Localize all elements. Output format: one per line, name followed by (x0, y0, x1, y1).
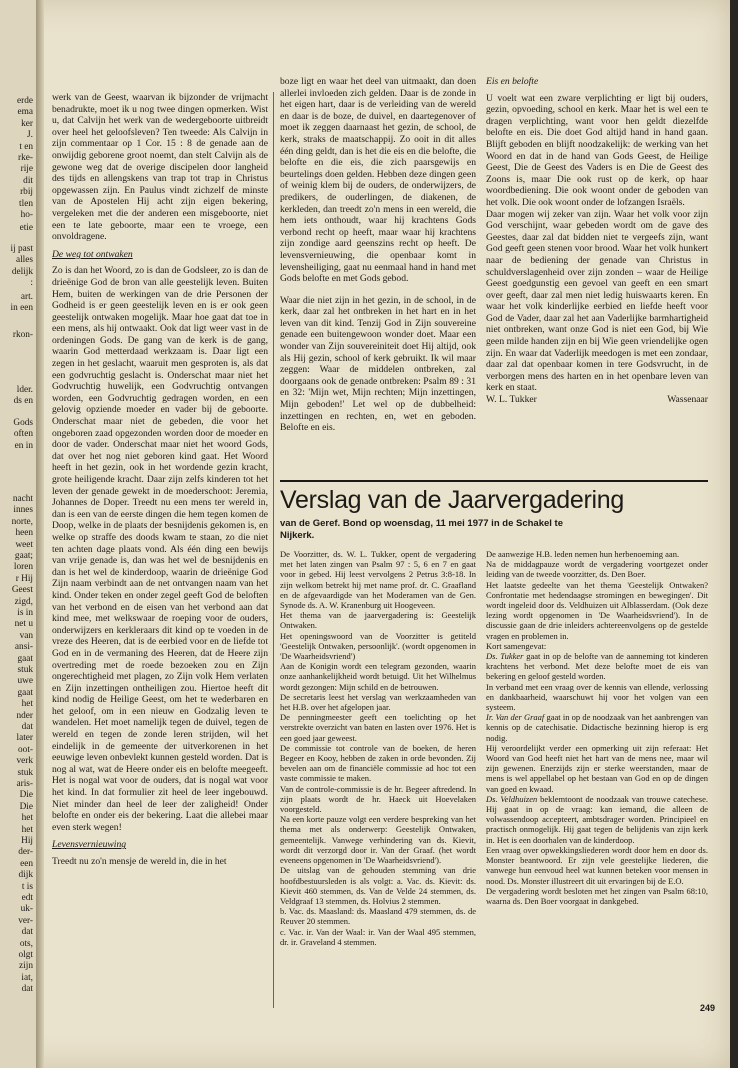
report-paragraph (486, 712, 708, 743)
report-text: Een vraag over opwekkingsliederen wordt door hem en door ds. Monster beantwoord. Er zijn vele geestelijke liederen, die vanwege hun eenvoud heel wat kunnen beteken voor mensen in nood. Ds. Monster illustreert dit uit ervaringen bij de E.O. (486, 844, 708, 886)
report-paragraph (486, 794, 708, 845)
signature-place: Wassenaar (667, 394, 708, 406)
margin-fragment: heen (15, 528, 33, 539)
report-text: De aanwezige H.B. leden nemen hun herbenoeming aan. (486, 549, 680, 559)
margin-fragment: rke- (18, 153, 33, 163)
report-text: In verband met een vraag over de kennis van ellende, verlossing en dankbaarheid, waarschuwt hij voor het volgen van een systeem. (486, 681, 708, 713)
margin-fragment: olgt (18, 950, 33, 960)
column-divider-1 (273, 92, 274, 1008)
margin-fragment: tlen (19, 198, 33, 209)
report-paragraph: Aan de Konigin wordt een telegram gezonden, waarin onze aanhankelijkheid wordt betuigd. Uit het Wilhelmus wordt gezongen: Mijn schild en de betrouwen. (280, 661, 476, 692)
report-paragraph: Het thema van de jaarvergadering is: Geestelijk Ontwaken. (280, 610, 476, 631)
margin-fragment: is in (17, 608, 33, 618)
report-title: Verslag van de Jaarvergadering (280, 486, 625, 514)
report-paragraph (486, 559, 708, 579)
margin-fragment: het (21, 813, 33, 824)
page-number: 249 (700, 1003, 716, 1013)
margin-fragment: delijk (11, 266, 33, 277)
report-text: Hij veroordelijkt verder een opmerking uit zijn referaat: Het Woord van God heeft niet het hart van de mens nee, maar wil zijn gewenen. Enerzijds zijn er sterke weerstanden, maar de mens is wel appellabel op het bestaan van God en op de dingen van goed en kwaad. (486, 742, 708, 794)
col1-outro: Treedt nu zo'n mensje de wereld in, die in het (52, 856, 227, 867)
margin-fragment: dit (23, 175, 33, 186)
margin-fragment: in een (10, 303, 33, 314)
section-rule (280, 480, 708, 482)
margin-fragment: zijn (19, 961, 33, 972)
margin-fragment: gaat (17, 687, 33, 698)
margin-fragment: nder (16, 710, 33, 721)
col2-paragraph-2: Waar die niet zijn in het gezin, in de school, in de kerk, daar zal het ontbreken in het hart en in het leven van dit kind. Tenzij God in Zijn souvereine genade een buitengewoon wonder doet. Maar een wonder van Zijn souvereiniteit doet Hij altijd, ook als Hij gezin, school of kerk gebruikt. Ik wil maar zeggen: Waar de middelen ontbreken, zal doorgaans ook de genade ontbreken: Psalm 89 : 31 en 32: 'Mijn wet, Mijn rechten; Mijn inzettingen, Mijn geboden!' Let wel op de dubbelheid: inzettingen en rechten, en, wet en geboden. Belofte en eis. (280, 294, 476, 434)
report-paragraph (486, 682, 708, 713)
column-2 (280, 76, 476, 434)
col3-paragraph-1: U voelt wat een zware verplichting er ligt bij ouders, gezin, opvoeding, school en kerk. Maar het is wel een te dragen verplichting, want voor hen geldt diezelfde belofte en eis. Die doet God altijd hand in hand gaan. Blijft geboden en blijft noodzakelijk: de werking van het Woord en dat in de hand van Gods Geest, de Heilige Geest, Die de Geest des Vaders is en Die de Geest des Zoons is, maar Die ook rust op de kerk, op haar woordbediening. Die ook woont onder de geboden van het volk. Die ook woont onder de lofzangen Israëls. (486, 92, 708, 208)
margin-fragment: stuk (17, 665, 33, 675)
report-text: Het laatste gedeelte van het thema 'Geestelijk Ontwaken? Confrontatie met hedendaagse stromingen en bewegingen'. Dit wordt ingeleid door ds. Veldhuizen uit Alblasserdam. (Ook deze lezing wordt opgenomen in 'De Waarheidsvriend'). In de discussie gaan de drie inleiders achtereenvolgens op de gestelde vragen en problemen in. (486, 579, 708, 641)
margin-fragment: van (19, 630, 33, 641)
margin-fragment: der- (18, 847, 33, 858)
margin-fragment: etie (19, 223, 33, 233)
report-paragraph: Na een korte pauze volgt een verdere bespreking van het thema met als onderwerp: Geestelijk Ontwaken, gemeentelijk. Vanwege verhindering van ds. Kievit, wordt dit verzorgd door ir. Van der Graaf. (het wordt eveneens opgenomen in 'De Waarheidsvriend'). (280, 814, 476, 866)
margin-fragment: dat (21, 927, 33, 938)
report-paragraph: De commissie tot controle van de boeken, de heren Begeer en Kooy, hebben de zaken in orde bevonden. Zij bevelen aan om de financiële commissie ad hoc tot een vaste commissie te maken. (280, 742, 476, 784)
margin-fragment: r Hij (15, 573, 33, 584)
report-paragraph (486, 743, 708, 794)
margin-fragment: oot- (18, 744, 33, 755)
margin-fragment: ansi- (14, 642, 33, 653)
margin-fragment: rkon- (12, 330, 33, 340)
report-text: beklemtoont de noodzaak van trouwe catechese. Hij gaat in op de vraag: kan iemand, die alleen de volwassendoop accepteert, ambtsdrager worden. Principieel en practisch onmogelijk. Hij gaat tegen de belijdenis van zijn kerk in. Het is een doorhalen van de kinderdoop. (486, 793, 708, 845)
margin-fragment: erde (17, 96, 33, 106)
margin-fragment: het (21, 824, 33, 835)
previous-page-edge (0, 0, 38, 1068)
margin-fragment: gaat; (14, 551, 33, 561)
report-text: gaat in op de noodzaak van het aanbrengen van kennis op de catechisatie. Didactische bezinning hierop is erg nodig. (486, 712, 708, 743)
margin-fragment: nacht (12, 494, 33, 504)
margin-fragment: een (20, 858, 33, 869)
margin-fragment: iat, (21, 972, 33, 983)
col2-paragraph-1: boze ligt en waar het deel van uitmaakt, dan doen allerlei invloeden zich gelden. Daar is de zonde in het eigen hart, daar is de verleiding van de wereld en daar is de boze, de duivel, en daartegenover of moet ik zeggen daarnaast het gezin, de school, de kerk, straks de maatschappij. Zo ooit in dit alles één ding geldt, dan is het die eis en die belofte, die belofte en die eis, die zich paarsgewijs en beurtelings doen gelden. Hebben deze dingen geen of weinig klem bij de ouders, de onderwijzers, de predikers, de ouderlingen, de diakenen, de kerkleden, dan treedt zo'n mens in een wereld, die hem iets onthoudt, waar hij krachtens Gods verbond recht op heeft, maar waar hij krachtens zijn zondige aard geenszins recht op heeft. De levensvernieuwing, die openbaar komt in levensheiliging, gaat nu eenmaal hand in hand met Gods belofte en met Gods gebod. (280, 76, 476, 285)
margin-fragment: Hij (21, 836, 33, 846)
margin-fragment: loren (13, 562, 33, 573)
report-subtitle: van de Geref. Bond op woensdag, 11 mei 1977 in de Schakel te Nijkerk. (280, 518, 563, 541)
margin-fragment: norte, (11, 516, 33, 527)
col1-intro: werk van de Geest, waarvan ik bijzonder de vrijmacht benadrukte, moet ik u nog twee dingen opmerken. Wist u, dat Calvijn het werk van de wedergeboorte uitbreidt over heel het geloofsleven? Ten tweede: Als Calvijn in zijn commentaar op 1 Cor. 15 : 8 de genade aan de onwijdig geborene groot noemt, dan stelt Calvijn als de gewone weg dat de overige discipelen door langheid des tijds en allengskens van trap tot trap in Christus opgewassen zijn. En Paulus vindt zichzelf de minste van de Apostelen Hij acht zijn eigen bekering, vergeleken met die der anderen een misgeboorte, niet een te late geboorte, maar een te vroege, een onvoldragene. (52, 92, 268, 243)
report-paragraph: De penningmeester geeft een toelichting op het verstrekte overzicht van baten en lasten over 1976. Het is een goed jaar geweest. (280, 712, 476, 743)
report-paragraph: c. Vac. ir. Van der Waal: ir. Van der Waal 495 stemmen, dr. ir. Graveland 4 stemmen. (280, 926, 476, 947)
margin-fragment: alles (15, 255, 33, 266)
col1-body: Zo is dan het Woord, zo is dan de Godsleer, zo is dan de drieënige God de bron van alle geestelijk leven. Buiten Hem, buiten de werkingen van de drie Personen der Godheid is er geen geestelijk leven en is er ook geen geestelijk ontwaken mogelijk. Maar hoe gaat dat toe in een mens, als hij ontwaakt. Ook dat ligt weer vast in de ordeningen Gods. De gang van de kerk is de gang, waarin God metterdaad werkzaam is. Daar ligt een zegen in het geslacht, waaruit men gesproten is, als dat een godvruchtig geslacht is. Onderschat maar niet het Godvruchtig huwelijk, een Godvruchtig ontvangen worden, een Godvruchtig gedragen worden, en een gelovig opziende moeder en vader bij de geboorte. Onderschat maar niet de gebeden, die voor het ongeboren zaad opgezonden worden door de moeder en door de vader. Onderschat maar niet het woord Gods, dat over het nog niet geboren kind gaat. Het Woord heeft in het gezin, ook in het wordende gezin kracht, grote heiligende kracht. Daar zijn zelfs kinderen tot het leven der genade gewekt in de moederschoot: Jeremia, Johannes de Doper. Treedt nu een mens ter wereld in, dan is een van de eerste dingen die hem tegen komen de Doop, welke in de plaats der besnijdenis gekomen is, en welke op straffe des doods kwam te staan, zo die niet ten achten dage plaats vond. Als één ding een bewijs van vrije genade is, dan was het wel de besnijdenis en dan is het wel de kinderdoop, waarin de drieënige God Zijn naam verbindt aan de net ontvangen naam van het kind. Onder teken en onder zegel geeft God de beloften van het verbond en de eisen van het verbond aan dat kind mee, met welkswaar de roeping voor de ouders, onderwijzers en kerkleraars dit kind op te voeden in de vreze des Heeren, dat is de eerbied voor en de liefde tot God en in de vermaning des Heeren, dat de Heere zijn overtreding met de roede bezoeken zou en Zijn ongerechtigheid met plagen, zo Zijn volk Hem verlaten en Zijn inzettingen ontheiligen zou. Hiertoe heeft dit kind nodig de Heilige Geest, om het te wederbaren en het geloof, om in een nieuw en Godzalig leven te wandelen. Het moet namelijk tegen de duivel, tegen de wereld en tegen de zonde leren strijden, wil het eindelijk in de gemeente der uitverkorenen in het eeuwige leven onbevlekt kunnen gesteld worden. Dat is nog al wat, wat de Heere onder eis en belofte meegeeft. Het is nogal wat voor de ouders, dat is nogal wat voor het kind. In dat formulier zit heel de leer ingebouwd. Niet minder dan heel de leer der zaligheid! Onder belofte en onder eis der bekering. Laat die allebei maar even sterk wegen! (52, 265, 268, 833)
margin-fragment: zigd, (14, 596, 33, 607)
column-1 (52, 92, 268, 868)
speaker-name: Ds. Veldhuizen (486, 793, 538, 804)
margin-fragment: ij past (10, 244, 33, 254)
margin-fragment: innes (13, 505, 33, 516)
margin-fragment: art. (20, 292, 33, 302)
report-text: gaat in op de belofte van de aanneming tot kinderen krachtens het verbond. Met deze belofte moet de eis van bekering en geloof gesteld worden. (486, 651, 708, 682)
col1-heading-levensvernieuwing: Levensvernieuwing (52, 839, 127, 851)
margin-fragment: t en (19, 141, 33, 152)
report-paragraph (486, 580, 708, 641)
margin-fragment: Geest (11, 585, 33, 596)
margin-fragment: ker (21, 118, 33, 129)
report-paragraph (486, 641, 708, 651)
report-paragraph: De secretaris leest het verslag van werkzaamheden van het H.B. over het afgelopen jaar. (280, 691, 476, 713)
report-paragraph (486, 549, 708, 559)
report-paragraph: b. Vac. ds. Maasland: ds. Maasland 479 stemmen, ds. de Reuver 20 stemmen. (280, 906, 476, 927)
margin-fragment: het (21, 699, 33, 710)
report-text: Kort samengevat: (486, 640, 547, 651)
margin-fragment: gaat (17, 653, 33, 664)
margin-fragment: ver- (18, 915, 33, 926)
page-fold (36, 0, 44, 1068)
margin-fragment: rije (20, 164, 33, 175)
margin-fragment: edt (21, 893, 33, 903)
speaker-name: Ds. Tukker (486, 651, 524, 662)
signature-name: W. L. Tukker (486, 394, 537, 406)
margin-fragment: Die (19, 790, 33, 801)
margin-fragment: Die (19, 801, 33, 812)
report-paragraph: De Voorzitter, ds. W. L. Tukker, opent de vergadering met het laten zingen van Psalm 97 : 5, 6 en 7 en gaat voor in gebed. Hij leest vervolgens 2 Petrus 3:8-18. In zijn welkom betrekt hij met name prof. dr. C. Graafland en de afgevaardigde van het Moderamen van de Gen. Synode ds. A. W. Kranenburg uit Hoogeveen. (280, 549, 476, 611)
report-right-column (486, 549, 708, 906)
margin-fragment: ema (17, 107, 33, 118)
report-paragraph: De uitslag van de gehouden stemming van drie hoofdbestuursleden is als volgt: a. Vac. ds. Kievit: ds. Kievit 460 stemmen, ds. Van de Velde 24 stemmen, ds. Veldgraaf 13 stemmen, ds. Holvius 2 stemmen. (280, 865, 476, 906)
report-paragraph (486, 651, 708, 682)
col3-heading-eis-en-belofte: Eis en belofte (486, 76, 539, 87)
report-text: De vergadering wordt besloten met het zingen van Psalm 68:10, waarna ds. Den Boer voorgaat in dankgebed. (486, 885, 708, 906)
col3-paragraph-2: Daar mogen wij zeker van zijn. Waar het volk voor zijn God verschijnt, waar gebeden wordt om de gave des Geestes, daar zal dat bidden niet te vergeefs zijn, want God geeft geen stenen voor brood. Waar het volk hunkert naar de bediening der genade van Christus in schuldverslagenheid over zijn zonden – waar de Heilige Geest goedgunstig een gevoel van geeft en een smart over geeft, daar zal men niet ledig huiswaarts keren. En waar het volk kinderlijke eerbied en liefde heeft voor God de Vader, daar zal het aan Vaderlijke barmhartigheid niet ontbreken, want onze God is niet een God, bij Wie geen milde handen zijn en bij Wie geen vriendelijke ogen zijn. En waar dat Vaderlijk meedogen is met een zondaar, daar zal dat openbaar komen in tere Godsvrucht, in de verborgen mens des harten en in het openbare leven van kerk en staat. (486, 208, 708, 394)
margin-fragment: t is (21, 881, 33, 892)
col1-heading-weg-tot-ontwaken: De weg tot ontwaken (52, 248, 133, 260)
margin-fragment: rbij (20, 187, 33, 198)
report-left-column (280, 549, 476, 947)
margin-fragment: dat (21, 984, 33, 995)
margin-fragment: dijk (18, 870, 33, 881)
margin-fragment: en in (14, 440, 33, 451)
margin-fragment: dat (21, 722, 33, 732)
report-paragraph: Van de controle-commissie is de hr. Begeer aftredend. In zijn plaats wordt de hr. Haeck uit Hoevelaken voorgesteld. (280, 783, 476, 815)
signature (486, 394, 708, 406)
column-3 (486, 76, 708, 406)
margin-fragment: weet (15, 539, 33, 550)
margin-fragment: Gods (13, 418, 33, 428)
margin-fragment: net u (14, 619, 33, 630)
report-paragraph (486, 886, 708, 906)
report-paragraph (486, 845, 708, 886)
margin-fragment: verk (16, 756, 33, 767)
margin-fragment: ds en (13, 396, 33, 407)
margin-fragment: ots, (19, 938, 33, 949)
margin-fragment: uwe (17, 676, 33, 687)
margin-fragment: uk- (20, 904, 33, 915)
margin-fragment: J. (27, 130, 33, 141)
margin-fragment: often (13, 429, 33, 440)
margin-fragment: aris- (16, 779, 33, 789)
margin-fragment: later (16, 733, 33, 744)
margin-fragment: : (30, 278, 33, 289)
margin-fragment: stuk (17, 767, 33, 778)
margin-fragment: lder. (16, 385, 33, 395)
speaker-name: Ir. Van der Graaf (486, 712, 545, 723)
margin-fragment: ho- (20, 210, 33, 220)
report-text: Na de middagpauze wordt de vergadering voortgezet onder leiding van de tweede voorzitter, ds. Den Boer. (486, 559, 708, 580)
report-paragraph: Het openingswoord van de Voorzitter is getiteld 'Geestelijk Ontwaken, persoonlijk'. (wordt opgenomen in 'De Waarheidsvriend') (280, 630, 476, 662)
